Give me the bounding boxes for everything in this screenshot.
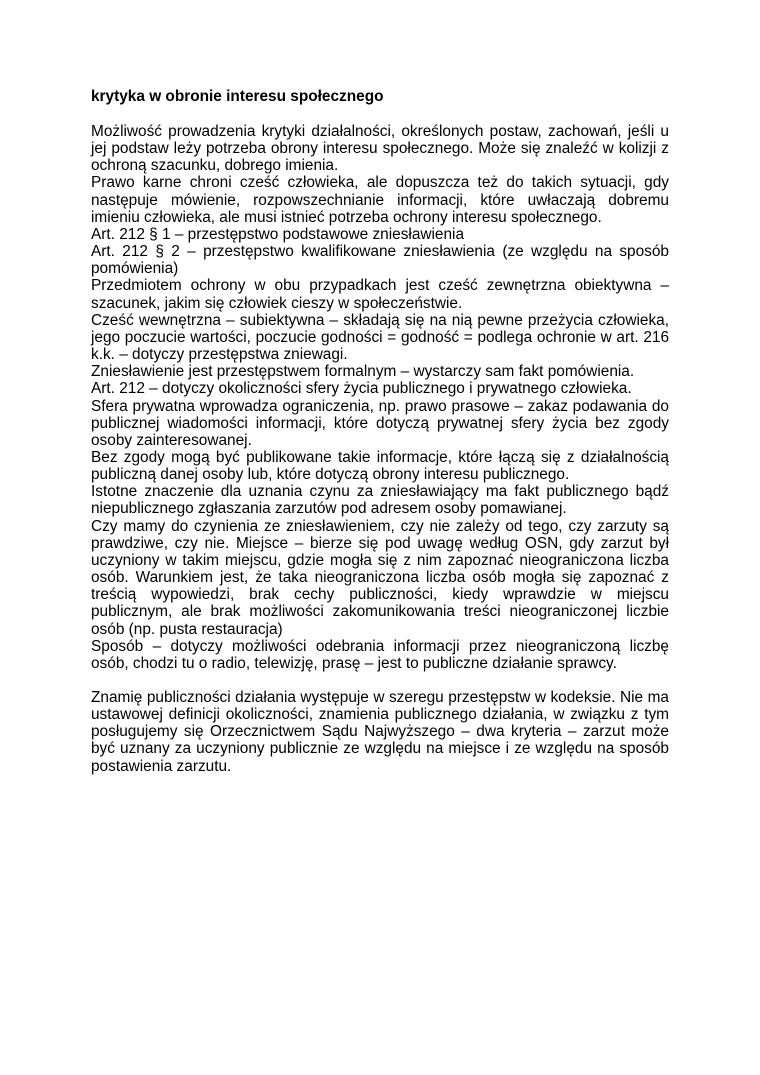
paragraph: Art. 212 – dotyczy okoliczności sfery życia publicznego i prywatnego człowieka.: [91, 380, 632, 398]
paragraph: Możliwość prowadzenia krytyki działalności, określonych postaw, zachowań, jeśli u jej podstaw leży potrzeba obrony interesu społecznego. Może się znaleźć w kolizji z ochroną szacunku, dobrego imienia.: [91, 123, 669, 175]
paragraph: Bez zgody mogą być publikowane takie informacje, które łączą się z działalnością publiczną danej osoby lub, które dotyczą obrony interesu publicznego.: [91, 448, 669, 484]
section-divider: [91, 672, 669, 689]
paragraph: Istotne znaczenie dla uznania czynu za zniesławiający ma fakt publicznego bądź niepublicznego zgłaszania zarzutów pod adresem osoby pomawianej.: [91, 483, 669, 518]
paragraph: Przedmiotem ochrony w obu przypadkach jest cześć zewnętrzna obiektywna – szacunek, jakim się człowiek cieszy w społeczeństwie.: [91, 277, 669, 312]
paragraph: Art. 212 § 1 – przestępstwo podstawowe zniesławienia: [91, 225, 465, 243]
paragraph: Sposób – dotyczy możliwości odebrania informacji przez nieograniczoną liczbę osób, chodzi tu o radio, telewizję, prasę – jest to publiczne działanie sprawcy.: [91, 637, 669, 672]
paragraph: Cześć wewnętrzna – subiektywna – składają się na nią pewne przeżycia człowieka, jego poczucie wartości, poczucie godności = godność = podlega ochronie w art. 216 k.k. – dotyczy przestępstwa zniewagi.: [91, 311, 669, 364]
paragraph: Prawo karne chroni cześć człowieka, ale dopuszcza też do takich sytuacji, gdy następuje mówienie, rozpowszechnianie informacji, które uwłaczają dobremu imieniu człowieka, ale musi istnieć potrzeba ochrony interesu społecznego.: [91, 174, 669, 226]
paragraph: Zniesławienie jest przestępstwem formalnym – wystarczy sam fakt pomówienia.: [91, 363, 635, 381]
paragraph: Sfera prywatna wprowadza ograniczenia, np. prawo prasowe – zakaz podawania do publicznej wiadomości informacji, które dotyczą prywatnej sfery życia bez zgody osoby zainteresowanej.: [91, 397, 669, 449]
paragraph: Art. 212 § 2 – przestępstwo kwalifikowane zniesławienia (ze względu na sposób pomówienia): [91, 243, 669, 278]
section-2: [91, 689, 669, 775]
document-title: krytyka w obronie interesu społecznego: [91, 88, 384, 105]
paragraph: Czy mamy do czynienia ze zniesławieniem, czy nie zależy od tego, czy zarzuty są prawdziwe, czy nie. Miejsce – bierze się pod uwagę według OSN, gdy zarzut był uczyniony w takim miejscu, gdzie mogła się z nim zapoznać nieograniczona liczba osób. Warunkiem jest, że taka nieograniczona liczba osób mogła się zapoznać z treścią wypowiedzi, brak cechy publiczności, kiedy wprawdzie w miejscu publicznym, ale brak możliwości zakomunikowania treści nieograniczonej liczbie osób (np. pusta restauracja): [91, 517, 669, 638]
paragraph: Znamię publiczności działania występuje w szeregu przestępstw w kodeksie. Nie ma ustawowej definicji okoliczności, znamienia publicznego działania, w związku z tym posługujemy się Orzecznictwem Sądu Najwyższego – dwa kryteria – zarzut może być uznany za uczyniony publicznie ze względu na miejsce i ze względu na sposób postawienia zarzutu.: [91, 689, 669, 775]
section-1: [91, 123, 669, 672]
document-page: [91, 88, 669, 775]
